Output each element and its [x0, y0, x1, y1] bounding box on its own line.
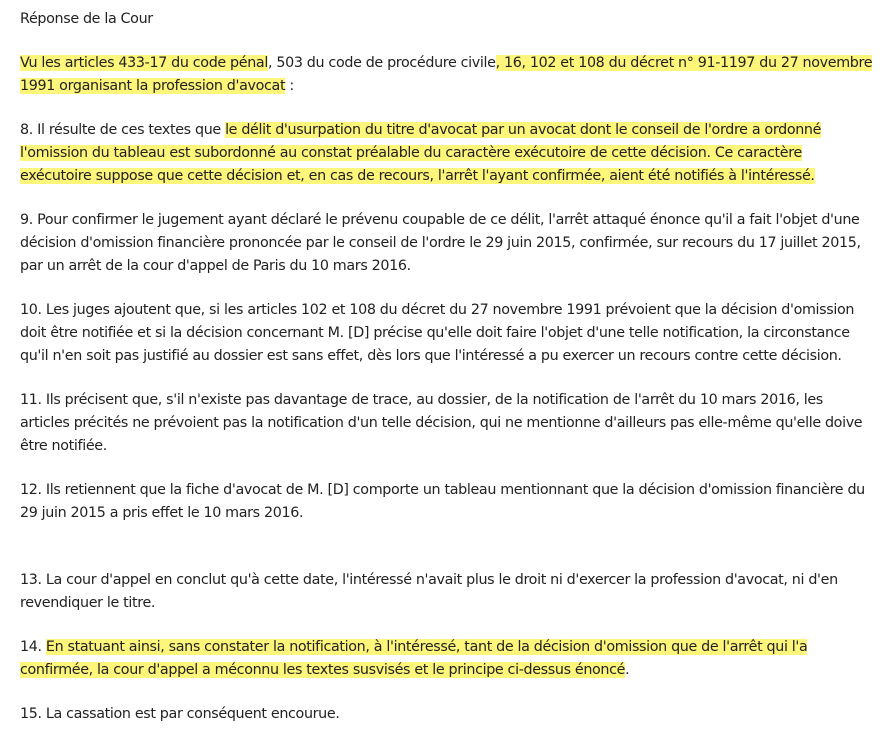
text-segment: 8. Il résulte de ces textes que — [20, 122, 226, 138]
highlighted-text: le délit d'usurpation du titre d'avocat par un avocat dont le conseil de l'ordre a ordonné l'omission du tableau est subordonné au constat préalable du caractère exécutoire de cette décision. Ce caractère exécutoire suppose que cette décision et, en cas de recours, l'arrêt l'ayant confirmée, aient été notifiés à l'intéressé. — [20, 122, 822, 184]
text-segment: 11. Ils précisent que, s'il n'existe pas davantage de trace, au dossier, de la notification de l'arrêt du 10 mars 2016, les articles précités ne prévoient pas la notification d'un telle décision, qui ne mentionne d'ailleurs pas elle-même qu'elle doive être notifiée. — [20, 392, 863, 454]
text-segment: 12. Ils retiennent que la fiche d'avocat de M. [D] comporte un tableau mentionnant que la décision d'omission financière du 29 juin 2015 a pris effet le 10 mars 2016. — [20, 482, 865, 521]
highlighted-text: , 16, 102 et 108 du décret n° 91-1197 du 27 novembre 1991 organisant la profession d'avocat — [20, 55, 873, 94]
text-segment: . — [625, 662, 630, 678]
paragraph-14 — [20, 636, 873, 682]
paragraph-15 — [20, 703, 873, 726]
paragraph-11 — [20, 389, 873, 458]
paragraph-13 — [20, 569, 873, 615]
paragraph-10 — [20, 299, 873, 368]
text-segment: 10. Les juges ajoutent que, si les articles 102 et 108 du décret du 27 novembre 1991 prévoient que la décision d'omission doit être notifiée et si la décision concernant M. [D] précise qu'elle doit faire l'objet d'une telle notification, la circonstance qu'il n'en soit pas justifié au dossier est sans effet, dès lors que l'intéressé a pu exercer un recours contre cette décision. — [20, 302, 855, 364]
paragraph-8 — [20, 119, 873, 188]
text-segment: 15. La cassation est par conséquent encourue. — [20, 706, 340, 722]
paragraph-visa — [20, 52, 873, 98]
highlighted-text: Vu les articles 433-17 du code pénal — [20, 55, 268, 71]
paragraph-9 — [20, 209, 873, 278]
text-segment: 14. — [20, 639, 46, 655]
text-segment: 13. La cour d'appel en conclut qu'à cette date, l'intéressé n'avait plus le droit ni d'exercer la profession d'avocat, ni d'en revendiquer le titre. — [20, 572, 838, 611]
text-segment: , 503 du code de procédure civile — [267, 55, 496, 71]
section-heading: Réponse de la Cour — [20, 11, 153, 27]
text-segment: 9. Pour confirmer le jugement ayant déclaré le prévenu coupable de ce délit, l'arrêt attaqué énonce qu'il a fait l'objet d'une décision d'omission financière prononcée par le conseil de l'ordre le 29 juin 2015, confirmée, sur recours du 17 juillet 2015, par un arrêt de la cour d'appel de Paris du 10 mars 2016. — [20, 212, 861, 274]
text-segment: : — [285, 78, 294, 94]
paragraph-12 — [20, 479, 873, 525]
highlighted-text: En statuant ainsi, sans constater la notification, à l'intéressé, tant de la décision d'omission que de l'arrêt qui l'a confirmée, la cour d'appel a méconnu les textes susvisés et le principe ci-dessus énoncé — [20, 639, 808, 678]
